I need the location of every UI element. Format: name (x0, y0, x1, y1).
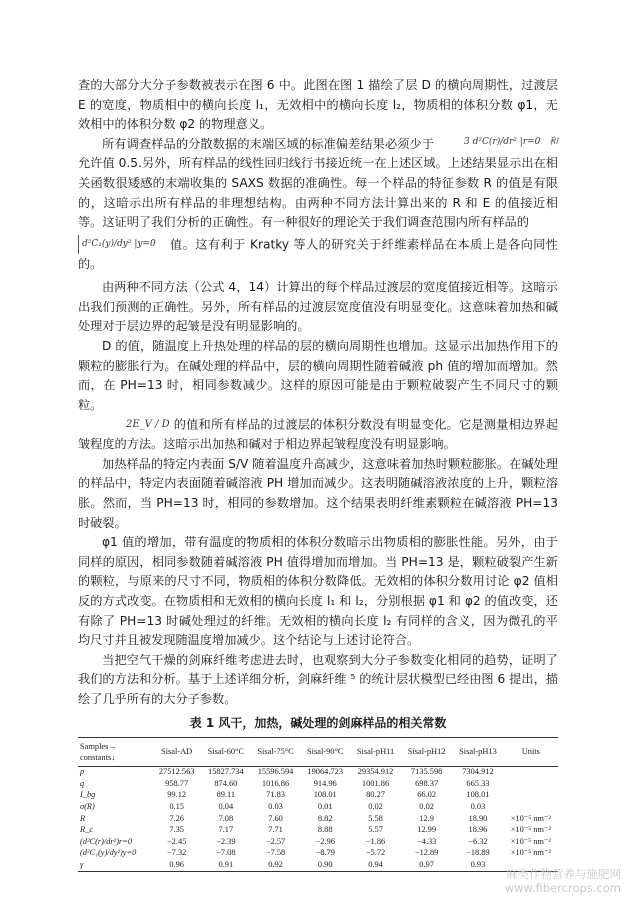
paragraph-9: 当把空气干燥的剑麻纤维考虑进去时，也观察到大分子参数变化相同的趋势，证明了我们的方法和分析。基于上述详细分析，剑麻纤维 ⁵ 的统计层状模型已经由图 6 提出，描绘了几乎所有的大分子参数。 (78, 652, 558, 706)
column-header: Sisal-AD (152, 737, 201, 766)
paragraph-8: φ1 值的增加，带有温度的物质相的体积分数暗示出物质相的膨胀性能。另外，由于同样的原因，相同参数随着碱溶液 PH 值得增加而增加。当 PH=13 是，颗粒破裂产生新的颗粒，与原来的尺寸不同，物质相的体积分数降低。无效相的体积分数用讨论 φ2 值相反的方式改变。在物质相和无效相的横向长度 l₁ 和 l₂，分别根据 φ1 和 φ2 的值改变，还有除了 PH=13 时碱处理过的纤维。无效相的横向长度 l₂ 有同样的含义，因为微孔的平均尺寸并且被发现随温度增加减少。这个结论与上述讨论符合。 (78, 535, 558, 648)
table-cell-value: 0.02 (419, 801, 434, 811)
table-corner-header: Samples→ constants↓ (78, 737, 152, 766)
table-cell-value: 698.37 (415, 778, 439, 788)
table-cell-value: 0.97 (401, 859, 452, 871)
table-cell-value: 0.92 (251, 859, 301, 871)
table-cell-value: 0.03 (268, 801, 283, 811)
table-header-row (78, 737, 558, 766)
table-cell-value: 108.01 (466, 790, 490, 800)
table-cell-value: 19064.723 (307, 767, 344, 777)
table-cell-unit (504, 801, 558, 813)
table-cell-value: 7.35 (169, 825, 184, 835)
table-cell-value: −12.89 (414, 848, 439, 858)
table-cell-value: 71.83 (266, 790, 285, 800)
table-cell-value: 665.33 (466, 778, 490, 788)
table-cell-parameter: σ(R) (80, 801, 95, 811)
table-cell-unit: ×10⁻⁵ nm⁻² (510, 825, 551, 835)
table-cell-parameter: p (80, 767, 85, 777)
table-cell-value: 0.94 (350, 859, 401, 871)
table-cell-value: 914.96 (313, 778, 337, 788)
table-row (78, 801, 558, 813)
table-caption: 表 1 风干，加热，碱处理的剑麻样品的相关常数 (189, 715, 447, 730)
table-cell-parameter: γ (78, 859, 152, 871)
column-header: Sisal-pH12 (401, 737, 452, 766)
formula-ev-over-d: 2E_V / D (126, 419, 170, 431)
document-page (78, 76, 558, 872)
table-cell-value: 7135.598 (410, 767, 443, 777)
table-cell-value: 0.91 (201, 859, 251, 871)
table-row (78, 813, 558, 825)
table-cell-value: 874.60 (214, 778, 238, 788)
table-cell-value: −2.57 (265, 836, 286, 846)
table-cell-value: 18.90 (468, 813, 488, 823)
site-watermark (505, 867, 621, 895)
table-cell-unit (504, 778, 558, 790)
table-cell-value: 0.02 (368, 801, 383, 811)
column-header: Sisal-pH11 (350, 737, 401, 766)
paragraph-3: d²C₁(y)/dy² |y=0 值。这有利于 Kratky 等人的研究关于纤维素样品在本质上是各向同性的。 (78, 235, 558, 274)
formula-second-derivative-c: 3 d²C(r)/dr² |r=0 和 (464, 136, 558, 147)
table-cell-value: 15596.594 (257, 767, 294, 777)
table-cell-value: 0.93 (452, 859, 503, 871)
column-header: Sisal-60°C (201, 737, 251, 766)
table-cell-value: 1001.86 (361, 778, 390, 788)
table-cell-value: 0.01 (317, 801, 333, 811)
table-cell-unit: ×10⁻⁵ nm⁻² (510, 813, 551, 823)
column-header: Sisal-75°C (251, 737, 301, 766)
table-row (78, 836, 558, 848)
table-cell-value: −18.89 (466, 848, 490, 858)
table-cell-value: 5.58 (368, 813, 383, 823)
table-cell-unit (504, 766, 558, 778)
table-cell-value: 18.96 (468, 825, 488, 835)
table-cell-value: 958.77 (165, 778, 189, 788)
table-cell-value: −2.39 (216, 836, 236, 846)
table-cell-parameter: q (80, 778, 85, 788)
table-cell-value: 66.02 (417, 790, 437, 800)
table-cell-value: 0.03 (470, 801, 486, 811)
paragraph-6: 2E_V / D 的值和所有样品的过渡层的体积分数没有明显变化。它是测量相边界起皱程度的方法。这暗示出加热和碱对于相边界起皱程度没有明显影响。 (78, 415, 558, 454)
table-body (78, 766, 558, 871)
column-header: Units (504, 737, 558, 766)
constants-table (78, 737, 558, 872)
table-cell-value: −6.32 (468, 836, 488, 846)
table-cell-value: 7.60 (268, 813, 283, 823)
table-cell-value: 80.27 (366, 790, 385, 800)
table-cell-value: 12.9 (419, 813, 434, 823)
table-row (78, 778, 558, 790)
table-row (78, 766, 558, 778)
table-cell-value: 0.04 (218, 801, 234, 811)
table-cell-value: 27512.563 (158, 767, 195, 777)
table-row (78, 859, 558, 871)
table-cell-value: −8.79 (315, 848, 335, 858)
table-cell-value: −1.86 (365, 836, 386, 846)
table-row (78, 848, 558, 860)
table-row (78, 790, 558, 802)
table-cell-value: −4.33 (416, 836, 437, 846)
table-cell-parameter: (d²C₁(y)/dy²)y=0 (80, 848, 137, 858)
table-cell-value: 7.08 (218, 813, 234, 823)
table-cell-value: −7.58 (265, 848, 286, 858)
table-cell-parameter: R (80, 813, 86, 823)
table-cell-value: 15827.734 (208, 767, 244, 777)
table-cell-value: 89.11 (216, 790, 236, 800)
table-cell-parameter: I_bg (80, 790, 96, 800)
paragraph-1: 查的大部分大分子参数被表示在图 6 中。此图在图 1 描绘了层 D 的横向周期性，过渡层 E 的宽度，物质相中的横向长度 l₁，无效相中的横向长度 l₂，物质相的体积分数 φ1，无效相中的体积分数 φ2 的物理意义。 (78, 78, 558, 132)
table-cell-value: 99.12 (167, 790, 187, 800)
table-cell-value: 7.26 (169, 813, 184, 823)
table-cell-value: 29354.912 (357, 767, 394, 777)
table-cell-value: 7.17 (218, 825, 234, 835)
table-cell-value: −7.08 (216, 848, 236, 858)
formula-second-derivative-c1: d²C₁(y)/dy² |y=0 (78, 235, 162, 255)
table-cell-value: 8.88 (317, 825, 333, 835)
paragraph-7: 加热样品的特定内表面 S/V 随着温度升高减少，这意味着加热时颗粒膨胀。在碱处理的样品中，特定内表面随着碱溶液 PH 增加而减少。这表明随碱溶液浓度的上升，颗粒溶胀。然而，当 PH=13 时，相同的参数增加。这个结果表明纤维素颗粒在碱溶液 PH=13 时破裂。 (78, 456, 558, 530)
table-cell-unit (504, 790, 558, 802)
table-cell-value: 0.15 (169, 801, 184, 811)
table-cell-value: 7.71 (268, 825, 283, 835)
table-cell-value: 12.99 (417, 825, 437, 835)
table-cell-value: 108.01 (313, 790, 337, 800)
table-cell-unit: ×10⁻⁵ nm⁻² (510, 848, 551, 858)
table-cell-value: 7304.912 (462, 767, 494, 777)
paragraph-2: 3 d²C(r)/dr² |r=0 和 所有调查样品的分散数据的末端区域的标准偏差结果必须少于允许值 0.5.另外，所有样品的线性回归线行书接近统一在上述区域。上述结果显示出在相关函数很矮感的末端收集的 SAXS 数据的准确性。每一个样品的特征参数 R 的值是有限的，这暗示出所有样品的非理想结构。由两种不同方法计算出来的 R 和 E 的值接近相等。这证明了我们分析的正确性。有一种很好的理论关于我们调查范围内所有样品的 (78, 135, 558, 233)
table-cell-parameter: R_c (80, 825, 94, 835)
table-cell-unit: ×10⁻⁵ nm⁻² (510, 836, 551, 846)
table-cell-value: 8.82 (317, 813, 333, 823)
table-cell-parameter: (d²C(r)/dr²)r=0 (80, 836, 133, 846)
table-cell-value: 0.96 (152, 859, 201, 871)
table-cell-value: 5.57 (368, 825, 383, 835)
table-cell-value: −2.96 (315, 836, 335, 846)
table-cell-value: −5.72 (365, 848, 386, 858)
paragraph-4: 由两种不同方法（公式 4，14）计算出的每个样品过渡层的宽度值接近相等。这暗示出我们预测的正确性。另外，所有样品的过渡层宽度值没有明显变化。这意味着加热和碱处理对于层边界的起皱是没有明显影响的。 (78, 280, 558, 334)
column-header: Sisal-90°C (300, 737, 350, 766)
watermark-url: www.fibercrops.com (504, 881, 621, 895)
table-cell-value: 0.90 (300, 859, 350, 871)
paragraph-5: D 的值，随温度上升热处理的样品的层的横向周期性也增加。这显示出加热作用下的颗粒的膨胀行为。在碱处理的样品中，层的横向周期性随着碱液 ph 值的增加而增加。然而，在 PH=13 时，相同参数减少。这样的原因可能是由于颗粒破裂产生不同尺寸的颗粒。 (78, 339, 558, 412)
watermark-title: 麻类作物营养与施肥网 (506, 867, 621, 881)
table-cell-value: −7.32 (166, 848, 187, 858)
table-cell-value: 1016.86 (261, 778, 290, 788)
column-header: Sisal-pH13 (452, 737, 503, 766)
table-row (78, 825, 558, 837)
table-cell-value: −2.45 (166, 836, 187, 846)
